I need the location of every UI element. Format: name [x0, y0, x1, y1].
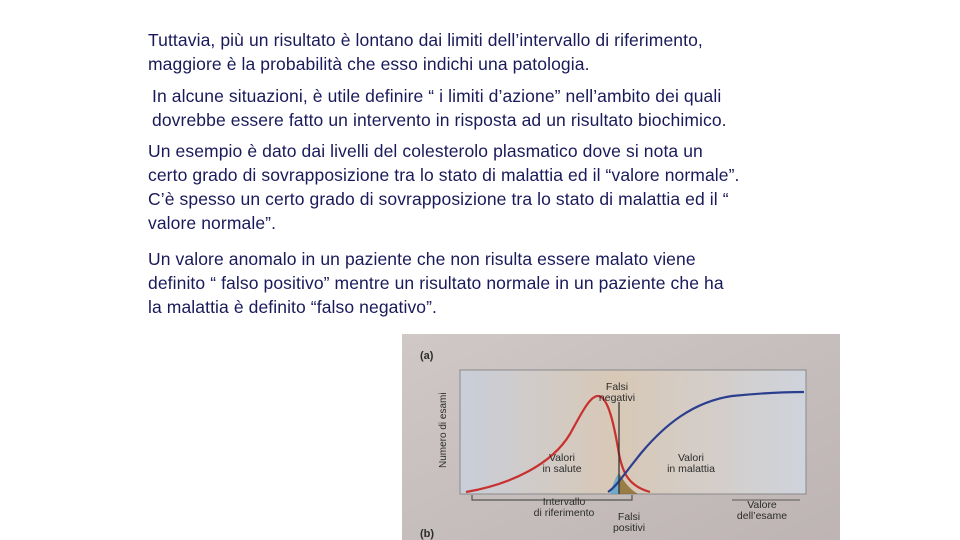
- paragraph-2: [152, 84, 727, 132]
- intervallo-label: Intervallo: [542, 496, 586, 508]
- panel-b-label: (b): [420, 528, 435, 540]
- valori-malattia-label: Valori: [677, 452, 705, 464]
- intervallo-label: di riferimento: [533, 507, 595, 519]
- paragraph-line: definito “ falso positivo” mentre un risultato normale in un paziente che ha: [148, 273, 724, 293]
- paragraph-1: [148, 28, 703, 76]
- y-axis-label: Numero di esami: [438, 392, 449, 468]
- valori-salute-label: Valori: [548, 452, 576, 464]
- panel-a-label: (a): [420, 350, 434, 362]
- falsi-negativi-label: Falsi: [605, 381, 629, 393]
- paragraph-line: dovrebbe essere fatto un intervento in risposta ad un risultato biochimico.: [152, 110, 727, 130]
- paragraph-3: [148, 139, 740, 235]
- paragraph-line: C’è spesso un certo grado di sovrapposizione tra lo stato di malattia ed il “: [148, 189, 729, 209]
- valore-esame-label: Valore: [747, 499, 777, 511]
- falsi-positivi-label: Falsi: [617, 511, 641, 523]
- paragraph-line: la malattia è definito “falso negativo”.: [148, 297, 438, 317]
- valori-salute-label: in salute: [542, 463, 582, 475]
- plot-area: [460, 370, 806, 494]
- paragraph-line: Un valore anomalo in un paziente che non risulta essere malato viene: [148, 249, 696, 269]
- valori-malattia-label: in malattia: [667, 463, 715, 475]
- paragraph-line: Un esempio è dato dai livelli del colesterolo plasmatico dove si nota un: [148, 141, 703, 161]
- paragraph-line: Tuttavia, più un risultato è lontano dai limiti dell’intervallo di riferimento,: [148, 30, 703, 50]
- paragraph-line: maggiore è la probabilità che esso indichi una patologia.: [148, 54, 590, 74]
- figure-svg: [402, 334, 840, 540]
- valore-esame-label: dell’esame: [736, 510, 788, 522]
- falsi-negativi-label: negativi: [598, 392, 636, 404]
- falsi-positivi-label: positivi: [612, 522, 646, 534]
- paragraph-line: In alcune situazioni, è utile definire “ i limiti d’azione” nell’ambito dei quali: [152, 86, 722, 106]
- paragraph-4: [148, 247, 724, 319]
- paragraph-line: certo grado di sovrapposizione tra lo stato di malattia ed il “valore normale”.: [148, 165, 740, 185]
- paragraph-line: valore normale”.: [148, 213, 277, 233]
- reference-interval-figure: [402, 334, 840, 540]
